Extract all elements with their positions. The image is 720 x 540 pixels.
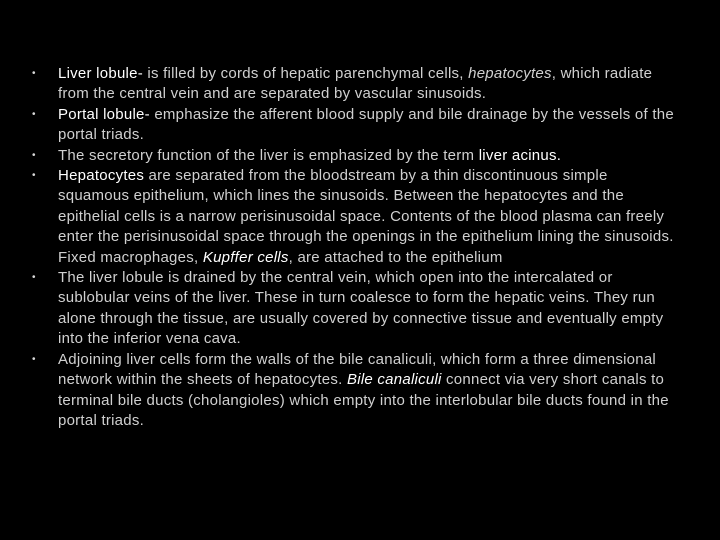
list-item-liver-acinus [0, 146, 720, 166]
bullet-icon: • [32, 108, 36, 120]
bullet-icon: • [32, 170, 36, 182]
portal-lobule-text: emphasize the afferent blood supply and bile drainage by the vessels of the portal triads. [58, 105, 674, 144]
term-kupffer-cells: Kupffer cells [202, 248, 289, 266]
liver-lobule-text: is filled by cords of hepatic parenchymal cells, [147, 65, 469, 82]
list-item-central-vein [0, 268, 720, 350]
term-liver-acinus: liver acinus. [478, 146, 562, 164]
bullet-list [0, 64, 720, 431]
hepatocytes-text-end: , are attached to the epithelium [288, 248, 503, 266]
list-item-hepatocytes [0, 166, 720, 268]
bullet-icon: • [32, 68, 36, 79]
list-item-bile-canaliculi [0, 350, 720, 432]
liver-lobule-text-end: , which radiate from the central vein and are separated by vascular sinusoids. [58, 65, 653, 103]
term-portal-lobule: Portal lobule- [58, 105, 155, 123]
list-item-liver-lobule [0, 64, 720, 105]
bullet-icon: • [32, 353, 36, 365]
central-vein-text: The liver lobule is drained by the central vein, which open into the intercalated or sublobular veins of the liver. These in turn coalesce to form the hepatic veins. They run alone through the tissue, are usually covered by connective tissue and eventually empty into the inferior vena cava. [58, 269, 664, 348]
bile-canaliculi-text: Adjoining liver cells form the walls of the bile canaliculi, which form a three dimensional network within the sheets of hepatocytes. [58, 350, 657, 389]
term-hepatocytes-heading: Hepatocytes [58, 167, 149, 185]
term-liver-lobule: Liver lobule- [58, 65, 148, 82]
liver-acinus-text: The secretory function of the liver is emphasized by the term [58, 146, 479, 164]
list-item-portal-lobule [0, 105, 720, 146]
hepatocytes-text: are separated from the bloodstream by a thin discontinuous simple squamous epithelium, which lines the sinusoids. Between the hepatocytes and the epithelial cells is a narrow perisinusoidal space. Contents of the blood plasma can freely enter the perisinusoidal space through the openings in the epithelium lining the sinusoids. Fixed macrophages, [58, 167, 674, 266]
term-bile-canaliculi: Bile canaliculi [347, 371, 447, 389]
bullet-icon: • [32, 272, 36, 284]
bile-canaliculi-text-end: connect via very short canals to terminal bile ducts (cholangioles) which empty into the interlobular bile ducts found in the portal triads. [58, 371, 669, 429]
bullet-icon: • [32, 149, 36, 161]
term-hepatocytes: hepatocytes [468, 65, 552, 82]
